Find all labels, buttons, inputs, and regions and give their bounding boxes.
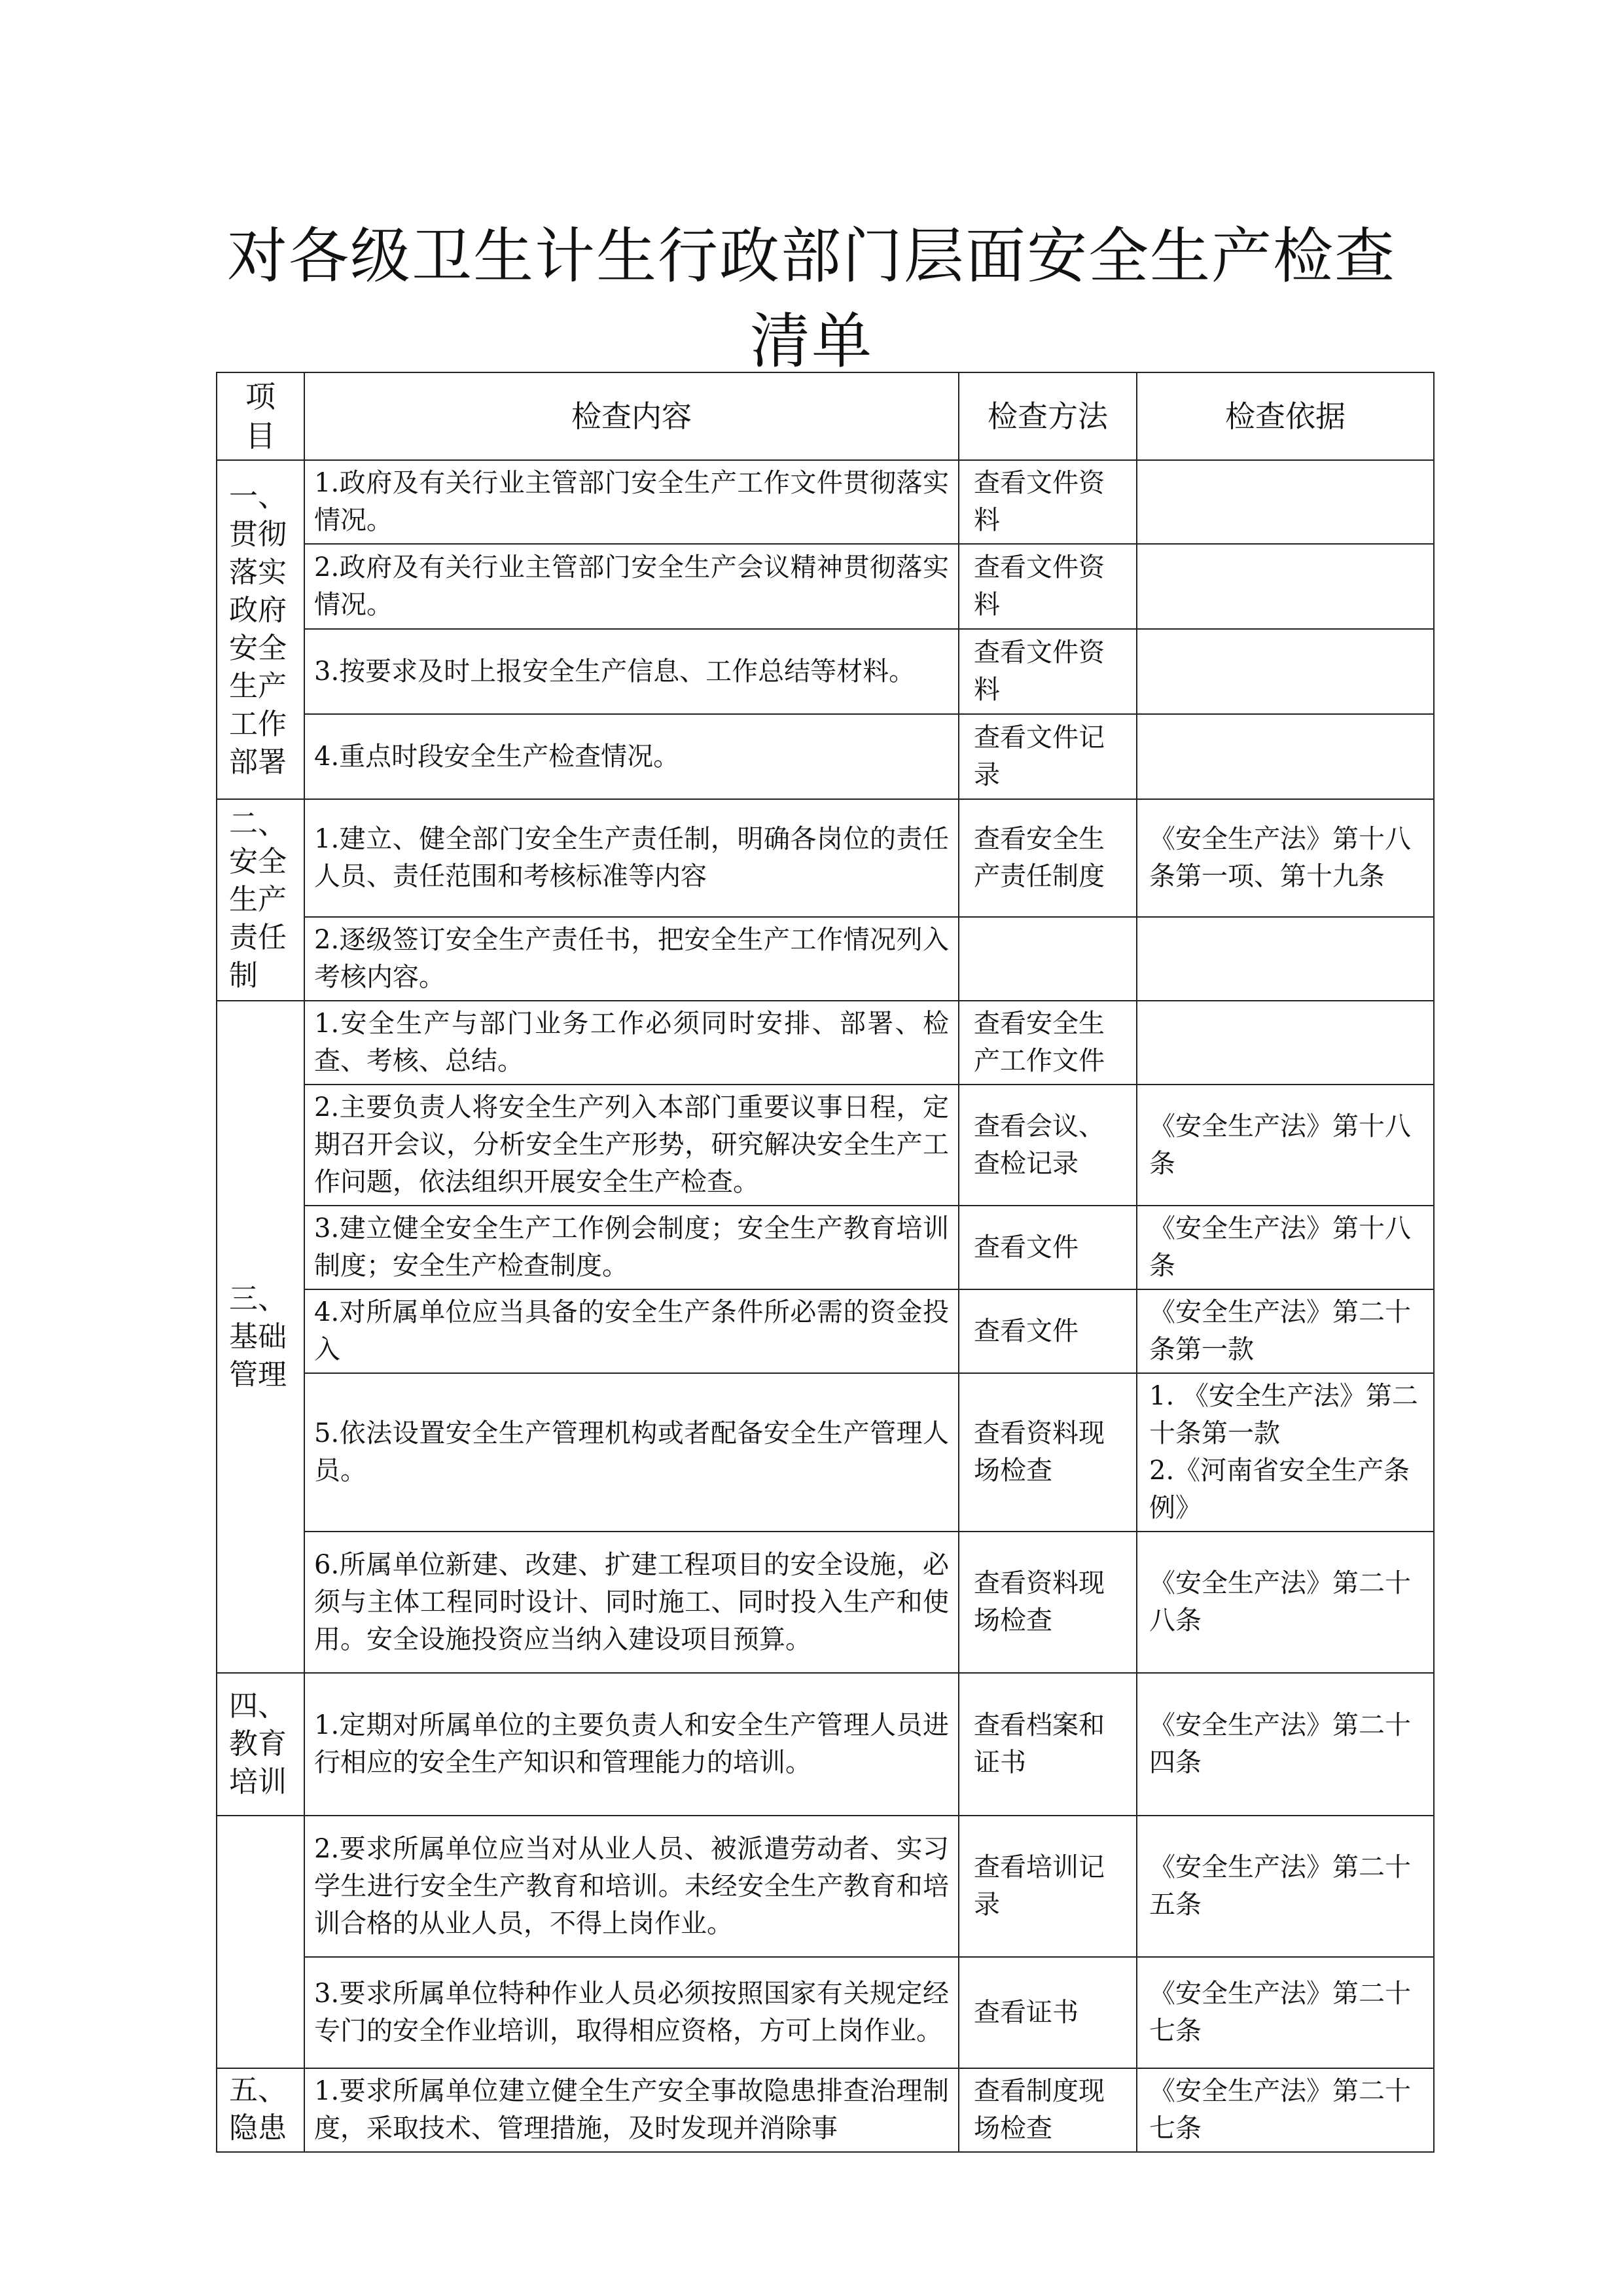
header-basis: 检查依据 — [1137, 372, 1434, 460]
table-row — [217, 1289, 1434, 1373]
basis-cell: 《安全生产法》第二十五条 — [1137, 1816, 1434, 1957]
header-item — [217, 372, 304, 460]
method-cell: 查看文件记录 — [959, 714, 1137, 799]
content-cell: 1.定期对所属单位的主要负责人和安全生产管理人员进行相应的安全生产知识和管理能力的培训。 — [304, 1673, 959, 1816]
method-cell: 查看文件资料 — [959, 629, 1137, 714]
method-cell: 查看档案和证书 — [959, 1673, 1137, 1816]
content-cell: 1.建立、健全部门安全生产责任制，明确各岗位的责任人员、责任范围和考核标准等内容 — [304, 799, 959, 917]
category-cell: 二、安全生产责任制 — [217, 799, 304, 1001]
basis-cell — [1137, 714, 1434, 799]
method-cell: 查看文件资料 — [959, 544, 1137, 629]
content-cell: 3.建立健全安全生产工作例会制度；安全生产教育培训制度；安全生产检查制度。 — [304, 1206, 959, 1289]
basis-cell — [1137, 1001, 1434, 1085]
basis-cell — [1137, 460, 1434, 544]
basis-cell: 《安全生产法》第二十七条 — [1137, 2068, 1434, 2152]
content-cell: 2.要求所属单位应当对从业人员、被派遣劳动者、实习学生进行安全生产教育和培训。未经安全生产教育和培训合格的从业人员，不得上岗作业。 — [304, 1816, 959, 1957]
category-cell — [217, 1816, 304, 2068]
table-row — [217, 1673, 1434, 1816]
header-item-line1: 项 — [245, 379, 276, 414]
basis-cell: 《安全生产法》第十八条 — [1137, 1085, 1434, 1206]
document-title-line2: 清单 — [749, 306, 873, 376]
basis-cell — [1137, 917, 1434, 1001]
method-cell: 查看证书 — [959, 1957, 1137, 2068]
method-cell: 查看培训记录 — [959, 1816, 1137, 1957]
table-row — [217, 1957, 1434, 2068]
table-row — [217, 799, 1434, 917]
table-row — [217, 460, 1434, 544]
category-cell: 三、基础管理 — [217, 1001, 304, 1673]
header-content: 检查内容 — [304, 372, 959, 460]
table-row — [217, 1206, 1434, 1289]
content-cell: 2.逐级签订安全生产责任书，把安全生产工作情况列入考核内容。 — [304, 917, 959, 1001]
content-cell: 3.按要求及时上报安全生产信息、工作总结等材料。 — [304, 629, 959, 714]
basis-cell: 《安全生产法》第十八条第一项、第十九条 — [1137, 799, 1434, 917]
table-row — [217, 1816, 1434, 1957]
basis-cell — [1137, 629, 1434, 714]
table-row — [217, 1373, 1434, 1532]
basis-cell — [1137, 544, 1434, 629]
header-method: 检查方法 — [959, 372, 1137, 460]
basis-cell: 《安全生产法》第十八条 — [1137, 1206, 1434, 1289]
content-cell: 2.政府及有关行业主管部门安全生产会议精神贯彻落实情况。 — [304, 544, 959, 629]
content-cell: 1.安全生产与部门业务工作必须同时安排、部署、检查、考核、总结。 — [304, 1001, 959, 1085]
checklist-table — [216, 372, 1435, 2153]
content-cell: 2.主要负责人将安全生产列入本部门重要议事日程，定期召开会议，分析安全生产形势，研究解决安全生产工作问题，依法组织开展安全生产检查。 — [304, 1085, 959, 1206]
basis-cell: 《安全生产法》第二十八条 — [1137, 1532, 1434, 1673]
category-cell: 四、教育培训 — [217, 1673, 304, 1816]
method-cell — [959, 917, 1137, 1001]
header-item-line2: 目 — [245, 418, 276, 454]
table-row — [217, 2068, 1434, 2152]
table-header-row — [217, 372, 1434, 460]
table-row — [217, 917, 1434, 1001]
content-cell: 4.重点时段安全生产检查情况。 — [304, 714, 959, 799]
content-cell: 1.政府及有关行业主管部门安全生产工作文件贯彻落实情况。 — [304, 460, 959, 544]
content-cell: 5.依法设置安全生产管理机构或者配备安全生产管理人员。 — [304, 1373, 959, 1532]
document-title: 对各级卫生计生行政部门层面安全生产检查 — [226, 221, 1396, 291]
method-cell: 查看安全生产责任制度 — [959, 799, 1137, 917]
basis-cell — [1137, 1373, 1434, 1532]
table-row — [217, 1085, 1434, 1206]
basis-cell: 《安全生产法》第二十四条 — [1137, 1673, 1434, 1816]
table-row — [217, 1532, 1434, 1673]
content-cell: 4.对所属单位应当具备的安全生产条件所必需的资金投入 — [304, 1289, 959, 1373]
category-cell: 五、隐患 — [217, 2068, 304, 2152]
content-cell: 1.要求所属单位建立健全生产安全事故隐患排查治理制度，采取技术、管理措施，及时发现并消除事 — [304, 2068, 959, 2152]
method-cell: 查看文件 — [959, 1206, 1137, 1289]
method-cell: 查看会议、查检记录 — [959, 1085, 1137, 1206]
method-cell: 查看文件资料 — [959, 460, 1137, 544]
content-cell: 6.所属单位新建、改建、扩建工程项目的安全设施，必须与主体工程同时设计、同时施工、同时投入生产和使用。安全设施投资应当纳入建设项目预算。 — [304, 1532, 959, 1673]
content-cell: 3.要求所属单位特种作业人员必须按照国家有关规定经专门的安全作业培训，取得相应资格，方可上岗作业。 — [304, 1957, 959, 2068]
method-cell: 查看文件 — [959, 1289, 1137, 1373]
table-row — [217, 629, 1434, 714]
table-row — [217, 544, 1434, 629]
basis-cell: 《安全生产法》第二十七条 — [1137, 1957, 1434, 2068]
basis-line: 1. 《安全生产法》第二十条第一款 — [1149, 1381, 1418, 1448]
method-cell: 查看资料现场检查 — [959, 1532, 1137, 1673]
basis-line: 2.《河南省安全生产条例》 — [1149, 1456, 1410, 1523]
table-row — [217, 1001, 1434, 1085]
method-cell: 查看制度现场检查 — [959, 2068, 1137, 2152]
method-cell: 查看资料现场检查 — [959, 1373, 1137, 1532]
table-row — [217, 714, 1434, 799]
method-cell: 查看安全生产工作文件 — [959, 1001, 1137, 1085]
basis-cell: 《安全生产法》第二十条第一款 — [1137, 1289, 1434, 1373]
category-cell: 一、贯彻落实政府安全生产工作部署 — [217, 460, 304, 799]
